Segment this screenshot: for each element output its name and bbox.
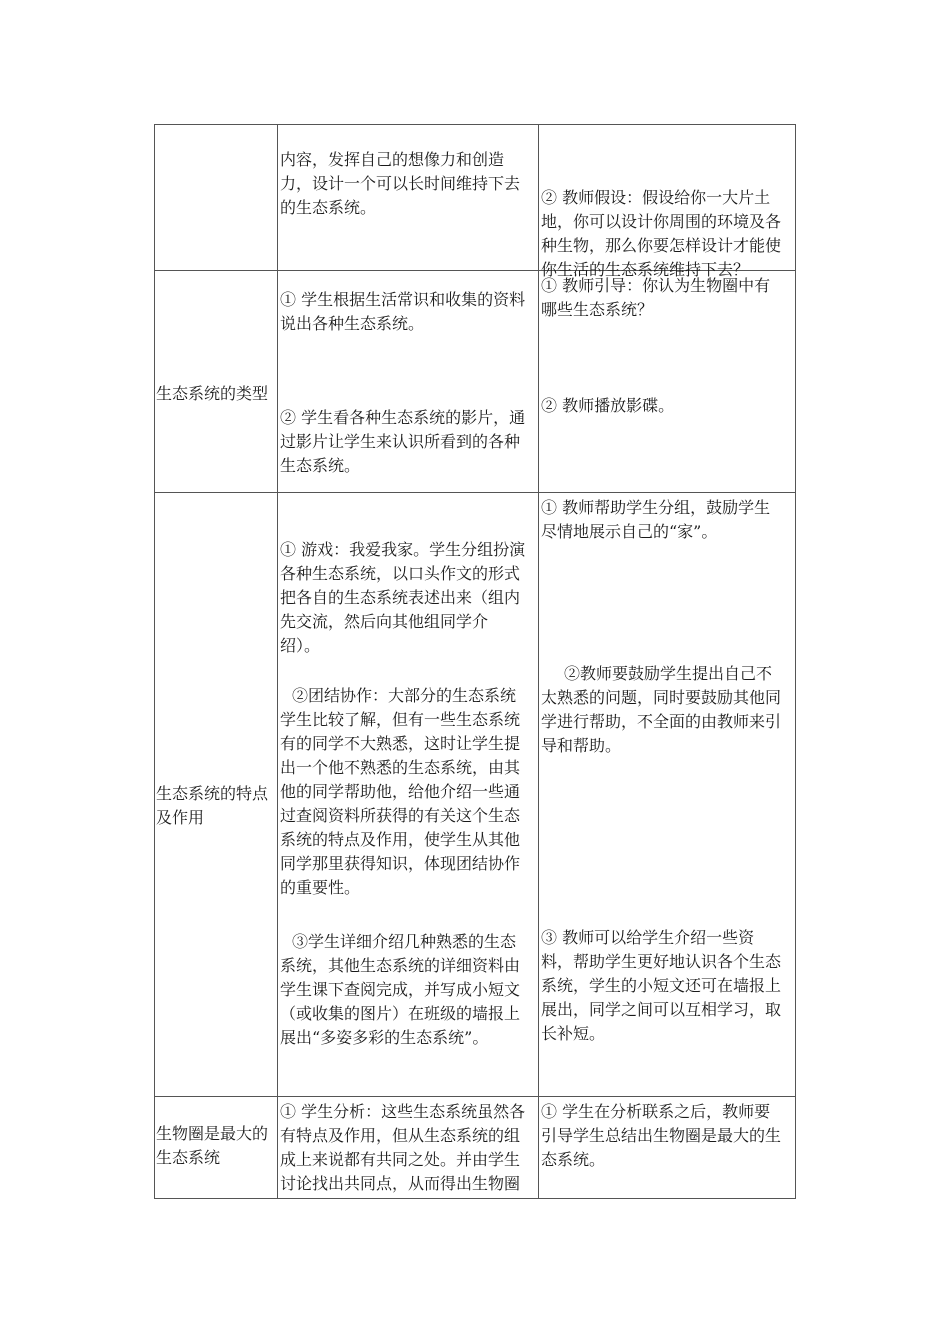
student-activity-line: ① 游戏：我爱我家。学生分组扮演 (280, 540, 526, 559)
teacher-activity-line: ② 教师假设：假设给你一大片土 (541, 188, 771, 207)
student-activity-line: ② 学生看各种生态系统的影片，通 (280, 408, 526, 427)
student-activity-line: 内容，发挥自己的想像力和创造 (280, 150, 505, 169)
student-activity-line: 出一个他不熟悉的生态系统，由其 (280, 758, 521, 777)
teacher-activity-line: 地，你可以设计你周围的环境及各 (541, 212, 782, 231)
table-column-rule (154, 124, 155, 1199)
student-activity-line: ① 学生根据生活常识和收集的资料 (280, 290, 526, 309)
teacher-activity-line: ① 教师帮助学生分组，鼓励学生 (541, 498, 771, 517)
student-activity-line: 的重要性。 (280, 878, 361, 897)
table-row-rule (154, 1198, 796, 1199)
student-activity-line: 系统的特点及作用，使学生从其他 (280, 830, 521, 849)
teacher-activity-line: 导和帮助。 (541, 736, 622, 755)
teacher-activity-line: ① 教师引导：你认为生物圈中有 (541, 276, 771, 295)
teacher-activity-line: 太熟悉的问题，同时要鼓励其他同 (541, 688, 782, 707)
student-activity-line: 他的同学帮助他，给他介绍一些通 (280, 782, 521, 801)
student-activity-line: 把各自的生态系统表述出来（组内 (280, 588, 521, 607)
student-activity-line: 过查阅资料所获得的有关这个生态 (280, 806, 521, 825)
table-column-rule (277, 124, 278, 1199)
topic-cell-line: 生态系统的特点 (156, 784, 269, 803)
student-activity-line: 系统，其他生态系统的详细资料由 (280, 956, 521, 975)
student-activity-line: （或收集的图片）在班级的墙报上 (280, 1004, 521, 1023)
table-row-rule (154, 1096, 796, 1097)
teacher-activity-line: 种生物，那么你要怎样设计才能使 (541, 236, 782, 255)
student-activity-line: 展出“多姿多彩的生态系统”。 (280, 1028, 489, 1047)
student-activity-line: 学生课下查阅完成，并写成小短文 (280, 980, 521, 999)
topic-cell-line: 生态系统的类型 (156, 384, 269, 403)
student-activity-line: 说出各种生态系统。 (280, 314, 425, 333)
teacher-activity-line: 引导学生总结出生物圈是最大的生 (541, 1126, 782, 1145)
student-activity-line: 有特点及作用，但从生态系统的组 (280, 1126, 521, 1145)
table-column-rule (538, 124, 539, 1199)
student-activity-line: 过影片让学生来认识所看到的各种 (280, 432, 521, 451)
teacher-activity-line: 哪些生态系统？ (541, 300, 654, 319)
teacher-activity-line: 料，帮助学生更好地认识各个生态 (541, 952, 782, 971)
student-activity-line: ① 学生分析：这些生态系统虽然各 (280, 1102, 526, 1121)
teacher-activity-line: 展出，同学之间可以互相学习，取 (541, 1000, 782, 1019)
student-activity-line: ③学生详细介绍几种熟悉的生态 (292, 932, 517, 951)
student-activity-line: 讨论找出共同点，从而得出生物圈 (280, 1174, 521, 1193)
teacher-activity-line: ②教师要鼓励学生提出自己不 (564, 664, 773, 683)
topic-cell-line: 生物圈是最大的 (156, 1124, 269, 1143)
student-activity-line: 同学那里获得知识，体现团结协作 (280, 854, 521, 873)
student-activity-line: 的生态系统。 (280, 198, 377, 217)
teacher-activity-line: 你生活的生态系统维持下去？ (541, 260, 750, 279)
student-activity-line: 成上来说都有共同之处。并由学生 (280, 1150, 521, 1169)
teacher-activity-line: ② 教师播放影碟。 (541, 396, 675, 415)
teacher-activity-line: 学进行帮助，不全面的由教师来引 (541, 712, 782, 731)
student-activity-line: ②团结协作：大部分的生态系统 (292, 686, 517, 705)
teacher-activity-line: ③ 教师可以给学生介绍一些资 (541, 928, 755, 947)
teacher-activity-line: 长补短。 (541, 1024, 606, 1043)
student-activity-line: 先交流，然后向其他组同学介 (280, 612, 489, 631)
topic-cell-line: 生态系统 (156, 1148, 221, 1167)
student-activity-line: 力，设计一个可以长时间维持下去 (280, 174, 521, 193)
teacher-activity-line: 系统，学生的小短文还可在墙报上 (541, 976, 782, 995)
table-column-rule (795, 124, 796, 1199)
teacher-activity-line: 态系统。 (541, 1150, 606, 1169)
student-activity-line: 有的同学不大熟悉，这时让学生提 (280, 734, 521, 753)
student-activity-line: 绍）。 (280, 636, 321, 655)
topic-cell-line: 及作用 (156, 808, 205, 827)
table-row-rule (154, 492, 796, 493)
table-row-rule (154, 124, 796, 125)
teacher-activity-line: ① 学生在分析联系之后，教师要 (541, 1102, 771, 1121)
student-activity-line: 各种生态系统，以口头作文的形式 (280, 564, 521, 583)
teacher-activity-line: 尽情地展示自己的“家”。 (541, 522, 718, 541)
student-activity-line: 学生比较了解，但有一些生态系统 (280, 710, 521, 729)
student-activity-line: 生态系统。 (280, 456, 361, 475)
